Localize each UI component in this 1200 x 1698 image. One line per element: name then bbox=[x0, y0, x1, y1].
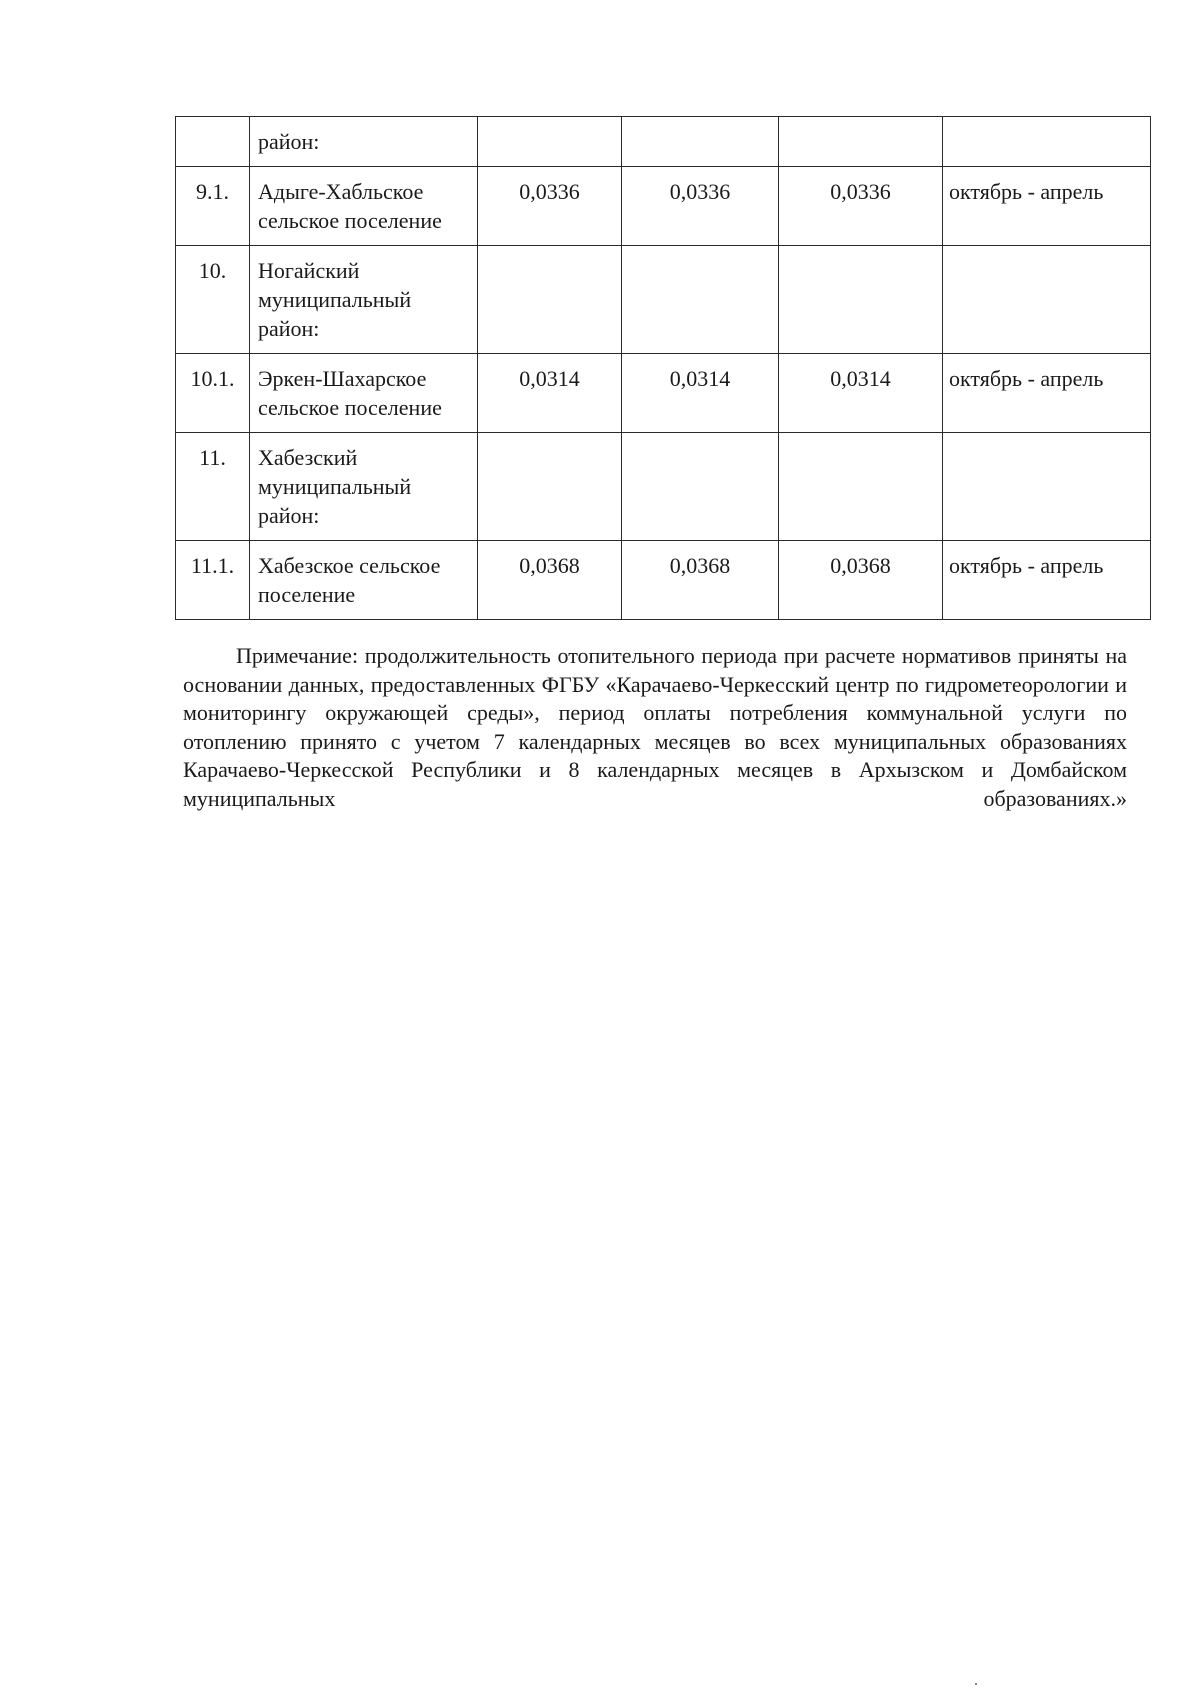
row-value-3 bbox=[779, 246, 943, 354]
row-value-1 bbox=[478, 117, 622, 167]
row-value-2: 0,0368 bbox=[622, 541, 779, 620]
row-value-1: 0,0336 bbox=[478, 167, 622, 246]
heating-norms-table bbox=[175, 116, 1151, 620]
row-number: 10.1. bbox=[176, 354, 250, 433]
row-name: район: bbox=[250, 117, 478, 167]
row-number: 11. bbox=[176, 433, 250, 541]
row-period: октябрь - апрель bbox=[943, 167, 1151, 246]
row-number: 9.1. bbox=[176, 167, 250, 246]
row-value-1: 0,0314 bbox=[478, 354, 622, 433]
row-period bbox=[943, 246, 1151, 354]
row-name: Ногайский муниципальный район: bbox=[250, 246, 478, 354]
row-number bbox=[176, 117, 250, 167]
row-name: Адыге-Хабльское сельское поселение bbox=[250, 167, 478, 246]
row-value-3 bbox=[779, 117, 943, 167]
row-value-1: 0,0368 bbox=[478, 541, 622, 620]
row-name: Эркен-Шахарское сельское поселение bbox=[250, 354, 478, 433]
row-value-2 bbox=[622, 246, 779, 354]
row-period bbox=[943, 117, 1151, 167]
row-period bbox=[943, 433, 1151, 541]
row-name: Хабезский муниципальный район: bbox=[250, 433, 478, 541]
row-value-3: 0,0368 bbox=[779, 541, 943, 620]
row-number: 11.1. bbox=[176, 541, 250, 620]
table-row bbox=[176, 354, 1151, 433]
row-value-1 bbox=[478, 246, 622, 354]
row-value-2 bbox=[622, 117, 779, 167]
row-period: октябрь - апрель bbox=[943, 354, 1151, 433]
row-value-3: 0,0336 bbox=[779, 167, 943, 246]
table-row bbox=[176, 167, 1151, 246]
row-number: 10. bbox=[176, 246, 250, 354]
row-value-1 bbox=[478, 433, 622, 541]
row-period: октябрь - апрель bbox=[943, 541, 1151, 620]
row-value-3 bbox=[779, 433, 943, 541]
table-row bbox=[176, 541, 1151, 620]
table-row bbox=[176, 246, 1151, 354]
row-value-2 bbox=[622, 433, 779, 541]
note-paragraph: Примечание: продолжительность отопительного периода при расчете нормативов приняты на основании данных, предоставленных ФГБУ «Карачаево-Черкесский центр по гидрометеорологии и мониторингу окружающей среды», период оплаты потребления коммунальной услуги по отоплению принято с учетом 7 календарных месяцев во всех муниципальных образованиях Карачаево-Черкесской Республики и 8 календарных месяцев в Архызском и Домбайском муниципальных образованиях.» bbox=[183, 643, 1127, 811]
row-name: Хабезское сельское поселение bbox=[250, 541, 478, 620]
table-row bbox=[176, 433, 1151, 541]
scan-speck bbox=[975, 1683, 977, 1685]
row-value-3: 0,0314 bbox=[779, 354, 943, 433]
row-value-2: 0,0336 bbox=[622, 167, 779, 246]
row-value-2: 0,0314 bbox=[622, 354, 779, 433]
table-row bbox=[176, 117, 1151, 167]
